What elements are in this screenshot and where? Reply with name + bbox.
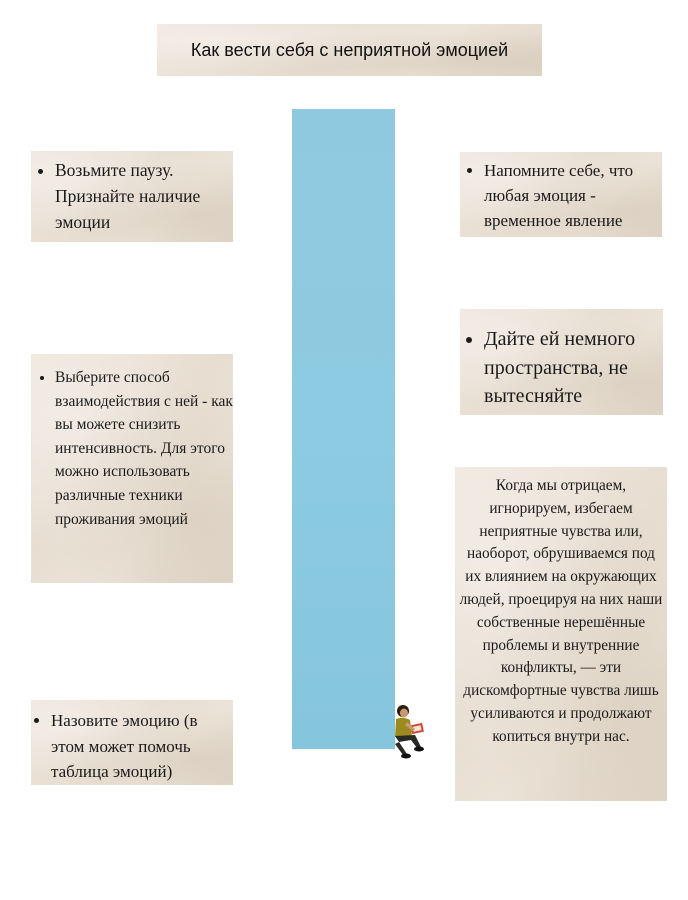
tip-list [31,366,233,531]
explanation-card [455,467,667,801]
tip-list [460,158,662,233]
tip-interaction: • Выберите способ взаимодействия с ней - как вы можете снизить интенсивность. Для этого можно использовать различные техники проживания эмоций [55,366,233,531]
tip-space: • Дайте ей немного пространства, не вытесняйте [484,325,663,411]
person-lower-leg [395,742,407,755]
tip-card-interaction [31,354,233,583]
explanation-text: Когда мы отрицаем, игнорируем, избегаем неприятные чувства или, наоборот, обрушиваемся под их влиянием на окружающих людей, проецируя на них наши собственные нерешённые проблемы и внутренние конфликты, — эти дискомфортные чувства лишь усиливаются и продолжают копиться внутри нас. [459,477,663,745]
page-title: Как вести себя с неприятной эмоцией [190,39,509,60]
reading-person-figure [385,702,435,762]
tip-list [460,325,663,411]
tip-card-name-it [31,700,233,785]
tip-pause: • Возьмите паузу. Признайте наличие эмоции [55,157,233,235]
vertical-blue-bar [292,109,395,749]
tip-name-it: • Назовите эмоцию (в этом может помочь таблица эмоций) [51,708,233,785]
tip-list [31,157,233,235]
tip-temporary: • Напомните себе, что любая эмоция - временное явление [484,158,662,233]
tip-list [31,708,233,785]
title-banner [157,24,542,76]
tip-card-pause [31,151,233,242]
tip-card-temporary [460,152,662,237]
tip-card-space [460,309,663,415]
person-shoe [414,747,424,752]
person-face [400,709,408,718]
person-shoe [401,754,411,759]
